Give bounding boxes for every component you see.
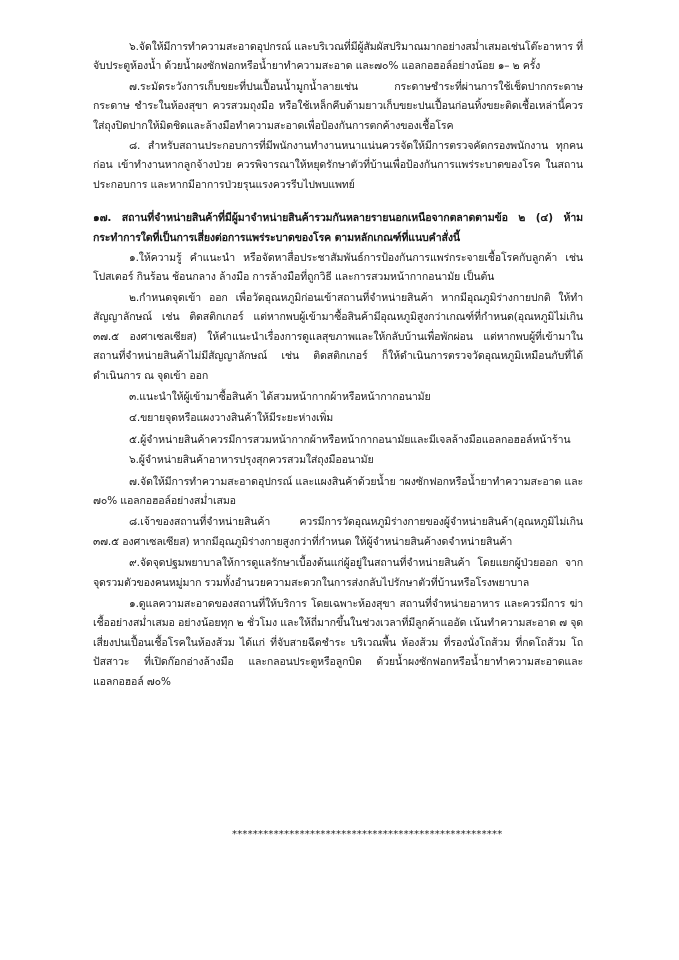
rule-item-6: ๖.ผู้จำหน่ายสินค้าอาหารปรุงสุกควรสวมใส่ถุงมืออนามัย bbox=[129, 454, 374, 467]
rule-item-4: ๔.ขยายจุดหรือแผงวางสินค้าให้มีระยะห่างเพิ่ม bbox=[129, 412, 334, 425]
paragraph-7: ๗.ระมัดระวังการเก็บขยะที่ปนเปื้อนน้ำมูกน้ำลายเช่น กระดาษชำระที่ผ่านการใช้เช็ดปากกระดาษ กระดาษ ชำระในห้องสุขา ควรสวมถุงมือ หรือใช้เหล็กคีบด้ามยาวเก็บขยะปนเปื้อนก่อนทิ้งขยะติดเชื้อเหล่านี้ควรใส่ถุงปิดปากให้มิดชิดและล้างมือทำความสะอาดเพื่อป้องกันการตกค้างของเชื้อโรค bbox=[93, 80, 583, 132]
rule-item-7: ๗.จัดให้มีการทำความสะอาดอุปกรณ์ และแผงสินค้าด้วยน้ำย าผงซักฟอกหรือน้ำยาทำความสะอาด และ ๗๐% แอลกอฮอล์อย่างสม่ำเสมอ bbox=[93, 475, 583, 507]
paragraph-6: ๖.จัดให้มีการทำความสะอาดอุปกรณ์ และบริเวณที่มีผู้สัมผัสปริมาณมากอย่างสม่ำเสมอเช่นโต๊ะอาหาร ที่จับประตูห้องน้ำ ด้วยน้ำผงซักฟอกหรือน้ำยาทำความสะอาด และ๗๐% แอลกอฮอล์อย่างน้อย ๑– ๒ ครั้ง bbox=[93, 41, 583, 73]
document-body bbox=[93, 38, 583, 693]
rule-item-1: ๑.ให้ความรู้ คำแนะนำ หรือจัดหาสื่อประชาสัมพันธ์การป้องกันการแพร่กระจายเชื้อโรคกับลูกค้า เช่น โปสเตอร์ กินร้อน ช้อนกลาง ล้างมือ การล้างมือที่ถูกวิธี และการสวมหน้ากากอนามัย เป็นต้น bbox=[93, 252, 583, 284]
rule-item-3: ๓.แนะนำให้ผู้เข้ามาซื้อสินค้า ได้สวมหน้ากากผ้าหรือหน้ากากอนามัย bbox=[129, 390, 431, 403]
rule-item-9: ๙.จัดจุดปฐมพยาบาลให้การดูแลรักษาเบื้องต้นแก่ผู้อยู่ในสถานที่จำหน่ายสินค้า โดยแยกผู้ป่วยออก จากจุดรวมตัวของคนหมู่มาก รวมทั้งอำนวยความสะดวกในการส่งกลับไปรักษาตัวที่บ้านหรือโรงพยาบาล bbox=[93, 557, 583, 589]
paragraph-8: ๘. สำหรับสถานประกอบการที่มีพนักงานทำงานหนาแน่นควรจัดให้มีการตรวจคัดกรองพนักงาน ทุกคนก่อน เข้าทำงานหากลูกจ้างป่วย ควรพิจารณาให้หยุดรักษาตัวที่บ้านเพื่อป้องกันการแพร่ระบาดของโรค ในสถานประกอบการ และหากมีอาการป่วยรุนแรงควรรีบไปพบแพทย์ bbox=[93, 140, 583, 191]
rule-item-10: ๑.ดูแลความสะอาดของสถานที่ให้บริการ โดยเฉพาะห้องสุขา สถานที่จำหน่ายอาหาร และควรมีการ ฆ่าเชื้ออย่างสม่ำเสมอ อย่างน้อยทุก ๒ ชั่วโมง และให้ถี่มากขึ้นในช่วงเวลาที่มีลูกค้าแออัด เน้นทำความสะอาด ๗ จุดเสี่ยงปนเปื้อนเชื้อโรคในห้องส้วม ได้แก่ ที่จับสายฉีดชำระ บริเวณพื้น ห้องส้วม ที่รองนั่งโถส้วม ที่กดโถส้วม โถปัสสาวะ ที่เปิดก๊อกอ่างล้างมือ และกลอนประตูหรือลูกบิด ด้วยน้ำผงซักฟอกหรือน้ำยาทำความสะอาดและแอลกอฮอล์ ๗๐% bbox=[93, 597, 583, 688]
rule-item-8: ๘.เจ้าของสถานที่จำหน่ายสินค้า ควรมีการวัดอุณหภูมิร่างกายของผู้จำหน่ายสินค้า(อุณหภูมิไม่เกิน ๓๗.๕ องศาเซลเซียส) หากมีอุณภูมิร่างกายสูงกว่าที่กำหนด ให้ผู้จำหน่ายสินค้างดจำหน่ายสินค้า bbox=[93, 516, 583, 548]
section-17-heading: ๑๗. สถานที่จำหน่ายสินค้าที่มีผู้มาจำหน่ายสินค้ารวมกันหลายรายนอกเหนือจากตลาดตามข้อ ๒ (๔) ห้ามกระทำการใดที่เป็นการเสี่ยงต่อการแพร่ระบาดของโรค ตามหลักเกณฑ์ที่แนบคำสั่งนี้ bbox=[93, 212, 583, 244]
rule-item-5: ๕.ผู้จำหน่ายสินค้าควรมีการสวมหน้ากากผ้าหรือหน้ากากอนามัยและมีเจลล้างมือแอลกอฮอล์หน้าร้าน bbox=[129, 433, 571, 446]
rule-item-2: ๒.กำหนดจุดเข้า ออก เพื่อวัดอุณหภูมิก่อนเข้าสถานที่จำหน่ายสินค้า หากมีอุณภูมิร่างกายปกติ ให้ทำสัญญาลักษณ์ เช่น ติดสติกเกอร์ แต่หากพบผู้เข้ามาซื้อสินค้ามีอุณหภูมิสูงกว่าเกณฑ์ที่กำหนด(อุณหภูมิไม่เกิน ๓๗.๕ องศาเซลเซียส) ให้คำแนะนำเรื่องการดูแลสุขภาพและให้กลับบ้านเพื่อพักผ่อน แต่หากพบผู้ที่เข้ามาใน สถานที่จำหน่ายสินค้าไม่มีสัญญาลักษณ์ เช่น ติดสติกเกอร์ ก็ให้ดำเนินการตรวจวัดอุณหภูมิเหมือนกับที่ได้ ดำเนินการ ณ จุดเข้า ออก bbox=[93, 291, 583, 382]
end-divider: **************************************************** bbox=[232, 829, 503, 840]
